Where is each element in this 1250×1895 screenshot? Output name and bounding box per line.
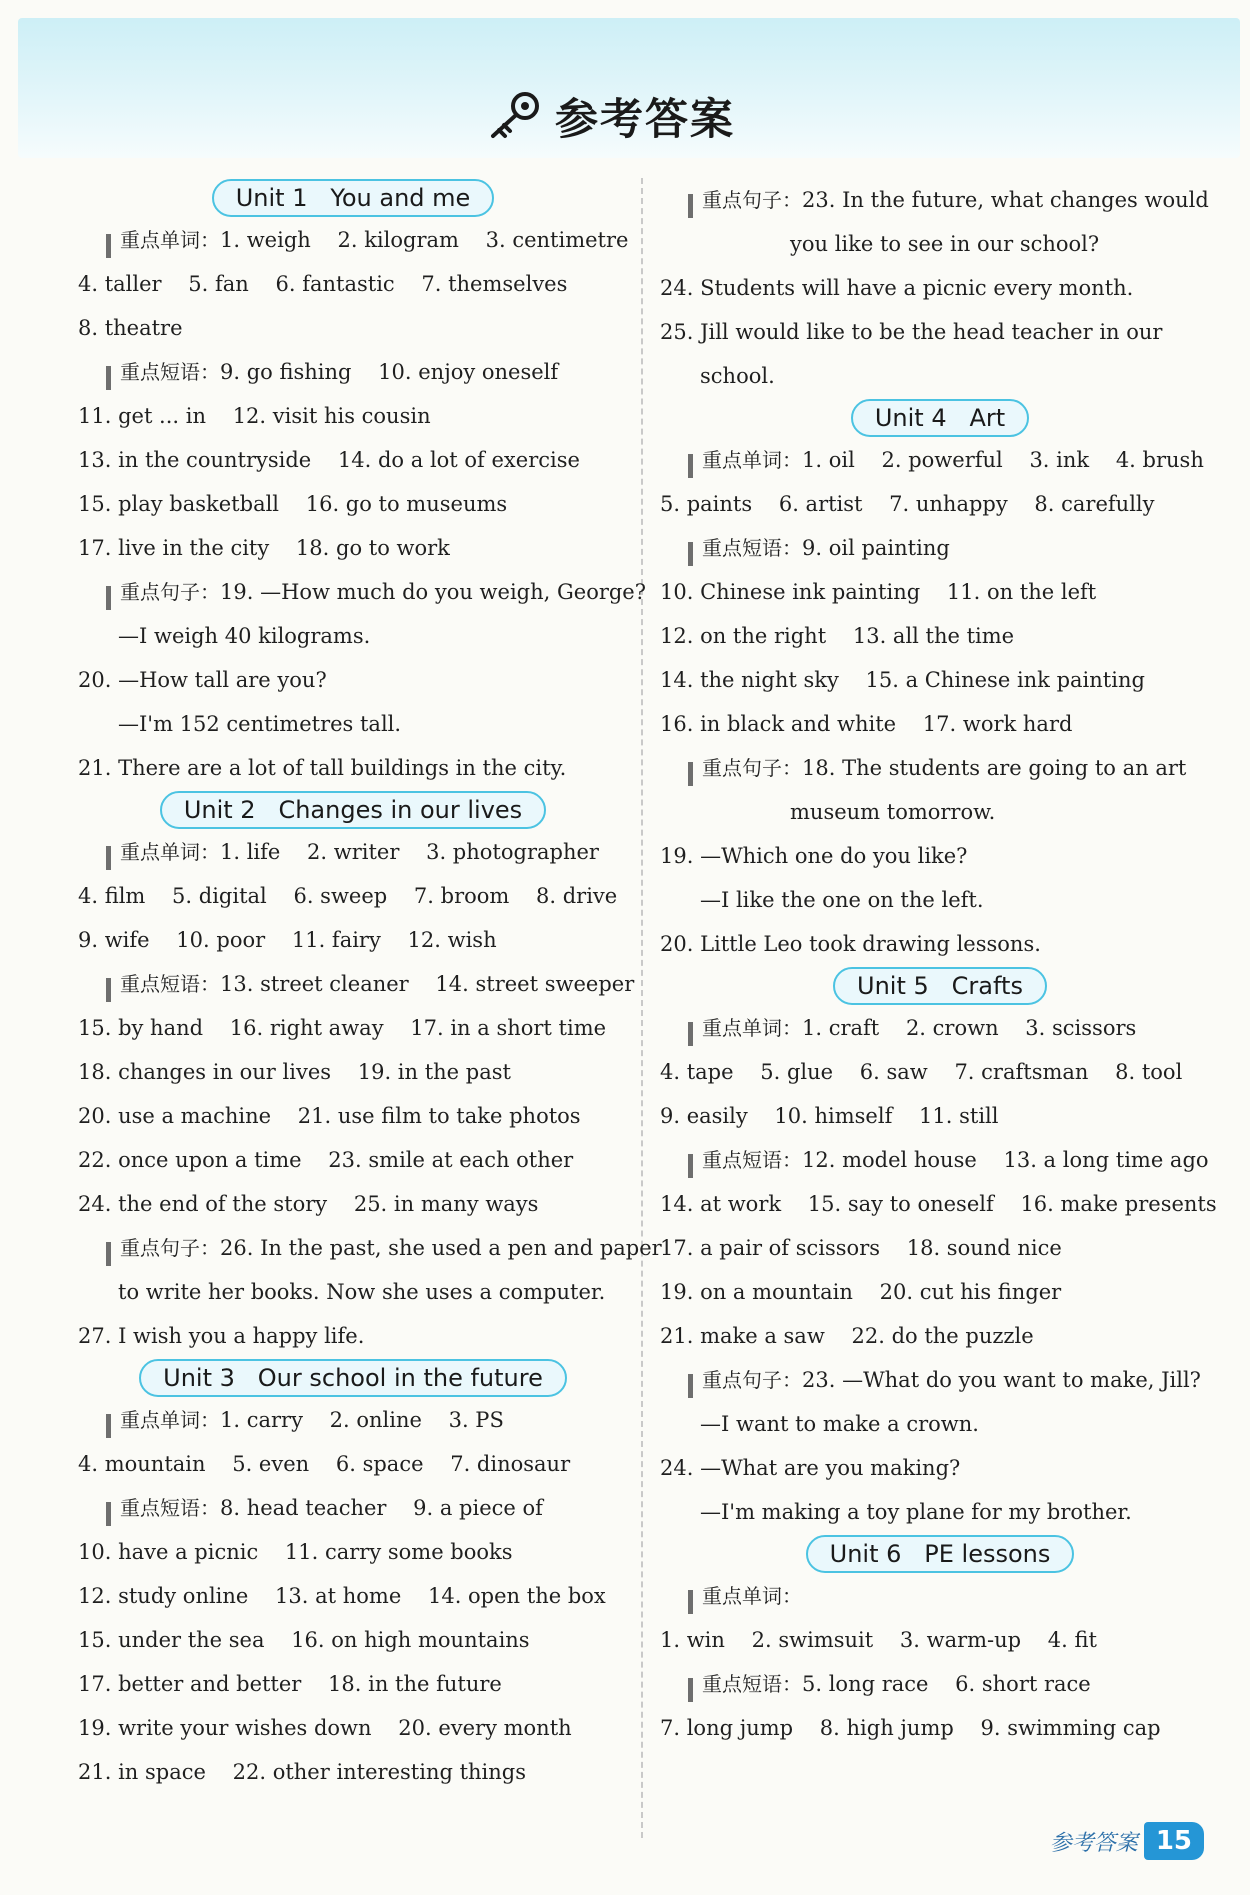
answer-line (78, 1050, 628, 1094)
answer-text: 13. in the countryside 14. do a lot of exercise (78, 448, 580, 472)
unit-heading: Unit 1 You and me (212, 179, 495, 217)
answer-line (660, 746, 1220, 790)
unit-heading: Unit 3 Our school in the future (139, 1359, 567, 1397)
answer-text: 20. Little Leo took drawing lessons. (660, 932, 1041, 956)
answer-line (660, 1006, 1220, 1050)
answer-text: 24. —What are you making? (660, 1456, 961, 1480)
answer-line (78, 1662, 628, 1706)
section-label: 重点句子： (120, 1236, 220, 1260)
answer-text: 26. In the past, she used a pen and paper (220, 1236, 662, 1260)
section-label: 重点句子： (120, 580, 220, 604)
answer-line (660, 658, 1220, 702)
answer-text: 4. taller 5. fan 6. fantastic 7. themselves (78, 272, 568, 296)
answer-line (78, 1270, 628, 1314)
answer-text: 9. go fishing 10. enjoy oneself (220, 360, 559, 384)
answer-text: 17. a pair of scissors 18. sound nice (660, 1236, 1062, 1260)
answer-line (78, 746, 628, 790)
answer-text: 27. I wish you a happy life. (78, 1324, 365, 1348)
answer-line (660, 266, 1220, 310)
key-icon (485, 90, 543, 142)
answer-text: 4. tape 5. glue 6. saw 7. craftsman 8. tool (660, 1060, 1183, 1084)
answer-line (660, 354, 1220, 398)
section-label: 重点单词： (120, 840, 220, 864)
answer-text: 19. on a mountain 20. cut his finger (660, 1280, 1062, 1304)
answer-line (78, 1314, 628, 1358)
answer-text: 17. better and better 18. in the future (78, 1672, 502, 1696)
answer-line (660, 1182, 1220, 1226)
answer-line (78, 658, 628, 702)
title-block (485, 86, 735, 146)
answer-text: 12. study online 13. at home 14. open the box (78, 1584, 606, 1608)
answer-line (78, 218, 628, 262)
answer-text: 9. easily 10. himself 11. still (660, 1104, 999, 1128)
unit-heading: Unit 2 Changes in our lives (160, 791, 546, 829)
answer-line (78, 1226, 662, 1270)
footer-label: 参考答案 (1049, 1830, 1138, 1856)
answer-line (660, 1618, 1220, 1662)
answer-line (78, 1486, 628, 1530)
answer-line (78, 482, 628, 526)
answer-line (660, 1706, 1220, 1750)
section-label: 重点短语： (702, 1672, 802, 1696)
answer-text: —I weigh 40 kilograms. (118, 624, 371, 648)
unit-heading: Unit 5 Crafts (833, 967, 1047, 1005)
answer-text: 11. get ... in 12. visit his cousin (78, 404, 431, 428)
answer-text: 16. in black and white 17. work hard (660, 712, 1073, 736)
answer-line (78, 1750, 628, 1794)
answer-text: school. (700, 364, 775, 388)
answer-line (660, 922, 1220, 966)
page-title: 参考答案 (555, 94, 735, 145)
answer-text: 15. play basketball 16. go to museums (78, 492, 508, 516)
answer-line (660, 1314, 1220, 1358)
answer-line (660, 1050, 1220, 1094)
answer-line (78, 1138, 628, 1182)
answer-line (660, 438, 1220, 482)
page-footer (1050, 1822, 1204, 1860)
answer-line (78, 438, 628, 482)
answer-line (660, 790, 1220, 834)
section-label: 重点短语： (120, 972, 220, 996)
answer-line (660, 1138, 1220, 1182)
answer-text: 5. paints 6. artist 7. unhappy 8. carefully (660, 492, 1155, 516)
answer-line (78, 1530, 628, 1574)
answer-text: 8. head teacher 9. a piece of (220, 1496, 543, 1520)
answer-line (660, 1662, 1220, 1706)
unit-heading-box (660, 398, 1220, 438)
section-label: 重点单词： (702, 1016, 802, 1040)
answer-line (78, 1442, 628, 1486)
answer-line (660, 1574, 1220, 1618)
unit-heading: Unit 6 PE lessons (806, 1535, 1075, 1573)
answer-text: 20. —How tall are you? (78, 668, 327, 692)
answer-text: 20. use a machine 21. use film to take photos (78, 1104, 581, 1128)
answer-text: 22. once upon a time 23. smile at each other (78, 1148, 574, 1172)
answer-line (660, 834, 1220, 878)
answer-text: 21. make a saw 22. do the puzzle (660, 1324, 1034, 1348)
answer-text: 24. the end of the story 25. in many ways (78, 1192, 539, 1216)
answer-text: 15. under the sea 16. on high mountains (78, 1628, 530, 1652)
answer-text: 18. changes in our lives 19. in the past (78, 1060, 511, 1084)
answer-text: 23. In the future, what changes would (802, 188, 1209, 212)
answer-text: 19. —Which one do you like? (660, 844, 968, 868)
answer-text: 10. Chinese ink painting 11. on the left (660, 580, 1097, 604)
section-label: 重点短语： (120, 1496, 220, 1520)
answer-text: 21. There are a lot of tall buildings in the city. (78, 756, 567, 780)
answer-text: 1. oil 2. powerful 3. ink 4. brush (802, 448, 1204, 472)
answer-text: 8. theatre (78, 316, 183, 340)
answer-line (78, 570, 646, 614)
answer-line (78, 830, 628, 874)
section-label: 重点短语： (120, 360, 220, 384)
answer-text: 14. the night sky 15. a Chinese ink painting (660, 668, 1145, 692)
answer-line (660, 526, 1220, 570)
left-column (78, 178, 662, 1794)
answer-line (660, 1270, 1220, 1314)
answer-text: 19. —How much do you weigh, George? (220, 580, 646, 604)
answer-line (78, 1398, 628, 1442)
answer-text: 10. have a picnic 11. carry some books (78, 1540, 513, 1564)
answer-text: 19. write your wishes down 20. every month (78, 1716, 572, 1740)
section-label: 重点单词： (120, 228, 220, 252)
answer-text: 1. life 2. writer 3. photographer (220, 840, 599, 864)
section-label: 重点单词： (120, 1408, 220, 1432)
answer-line (78, 350, 628, 394)
answer-text: you like to see in our school? (790, 232, 1100, 256)
answer-text: 9. oil painting (802, 536, 950, 560)
answer-line (78, 962, 635, 1006)
answer-text: 25. Jill would like to be the head teacher in our (660, 320, 1163, 344)
answer-text: —I like the one on the left. (700, 888, 984, 912)
answer-line (660, 222, 1220, 266)
answer-line (660, 614, 1220, 658)
answer-line (660, 570, 1220, 614)
answer-text: 5. long race 6. short race (802, 1672, 1091, 1696)
answer-line (78, 1182, 628, 1226)
answer-text: 9. wife 10. poor 11. fairy 12. wish (78, 928, 497, 952)
answer-line (78, 306, 628, 350)
unit-heading-box (78, 790, 628, 830)
answer-text: 12. model house 13. a long time ago (802, 1148, 1209, 1172)
answer-text: 14. at work 15. say to oneself 16. make presents (660, 1192, 1217, 1216)
answer-text: 4. mountain 5. even 6. space 7. dinosaur (78, 1452, 571, 1476)
answer-line (78, 1618, 628, 1662)
unit-heading-box (78, 1358, 628, 1398)
answer-text: 1. carry 2. online 3. PS (220, 1408, 504, 1432)
answer-line (660, 1226, 1220, 1270)
section-label: 重点句子： (702, 756, 802, 780)
section-label: 重点句子： (702, 188, 802, 212)
answer-text: 1. win 2. swimsuit 3. warm-up 4. fit (660, 1628, 1097, 1652)
answer-line (660, 878, 1220, 922)
section-label: 重点单词： (702, 448, 802, 472)
answer-text: 7. long jump 8. high jump 9. swimming cap (660, 1716, 1161, 1740)
answer-text: 23. —What do you want to make, Jill? (802, 1368, 1201, 1392)
answer-line (660, 1358, 1220, 1402)
answer-text: 1. weigh 2. kilogram 3. centimetre (220, 228, 629, 252)
answer-text: 15. by hand 16. right away 17. in a short time (78, 1016, 607, 1040)
answer-text: 18. The students are going to an art (802, 756, 1187, 780)
unit-heading-box (660, 1534, 1220, 1574)
right-column (660, 178, 1220, 1750)
answer-text: to write her books. Now she uses a computer. (118, 1280, 606, 1304)
answer-line (78, 1094, 628, 1138)
answer-text: 21. in space 22. other interesting things (78, 1760, 527, 1784)
answer-line (78, 918, 628, 962)
answer-text: —I'm 152 centimetres tall. (118, 712, 402, 736)
answer-line (660, 702, 1220, 746)
answer-text: 24. Students will have a picnic every month. (660, 276, 1134, 300)
answer-text: 1. craft 2. crown 3. scissors (802, 1016, 1137, 1040)
answer-line (78, 262, 628, 306)
unit-heading-box (78, 178, 628, 218)
answer-line (660, 178, 1220, 222)
answer-line (78, 614, 628, 658)
answer-text: —I'm making a toy plane for my brother. (700, 1500, 1132, 1524)
answer-line (78, 1706, 628, 1750)
answer-text: museum tomorrow. (790, 800, 996, 824)
section-label: 重点句子： (702, 1368, 802, 1392)
answer-text: 17. live in the city 18. go to work (78, 536, 450, 560)
section-label: 重点短语： (702, 1148, 802, 1172)
answer-line (660, 1446, 1220, 1490)
answer-line (78, 394, 628, 438)
page-number: 15 (1144, 1822, 1204, 1860)
answer-line (78, 526, 628, 570)
unit-heading-box (660, 966, 1220, 1006)
answer-line (660, 310, 1220, 354)
answer-line (78, 702, 628, 746)
section-label: 重点短语： (702, 536, 802, 560)
answer-line (78, 1006, 628, 1050)
unit-heading: Unit 4 Art (851, 399, 1029, 437)
answer-line (660, 482, 1220, 526)
column-divider (641, 178, 643, 1838)
answer-text: —I want to make a crown. (700, 1412, 979, 1436)
answer-line (660, 1402, 1220, 1446)
answer-text: 13. street cleaner 14. street sweeper (220, 972, 635, 996)
answer-line (78, 1574, 628, 1618)
section-label: 重点单词： (702, 1584, 802, 1608)
answer-text: 4. film 5. digital 6. sweep 7. broom 8. drive (78, 884, 618, 908)
answer-line (660, 1094, 1220, 1138)
answer-text: 12. on the right 13. all the time (660, 624, 1015, 648)
answer-line (660, 1490, 1220, 1534)
answer-line (78, 874, 628, 918)
